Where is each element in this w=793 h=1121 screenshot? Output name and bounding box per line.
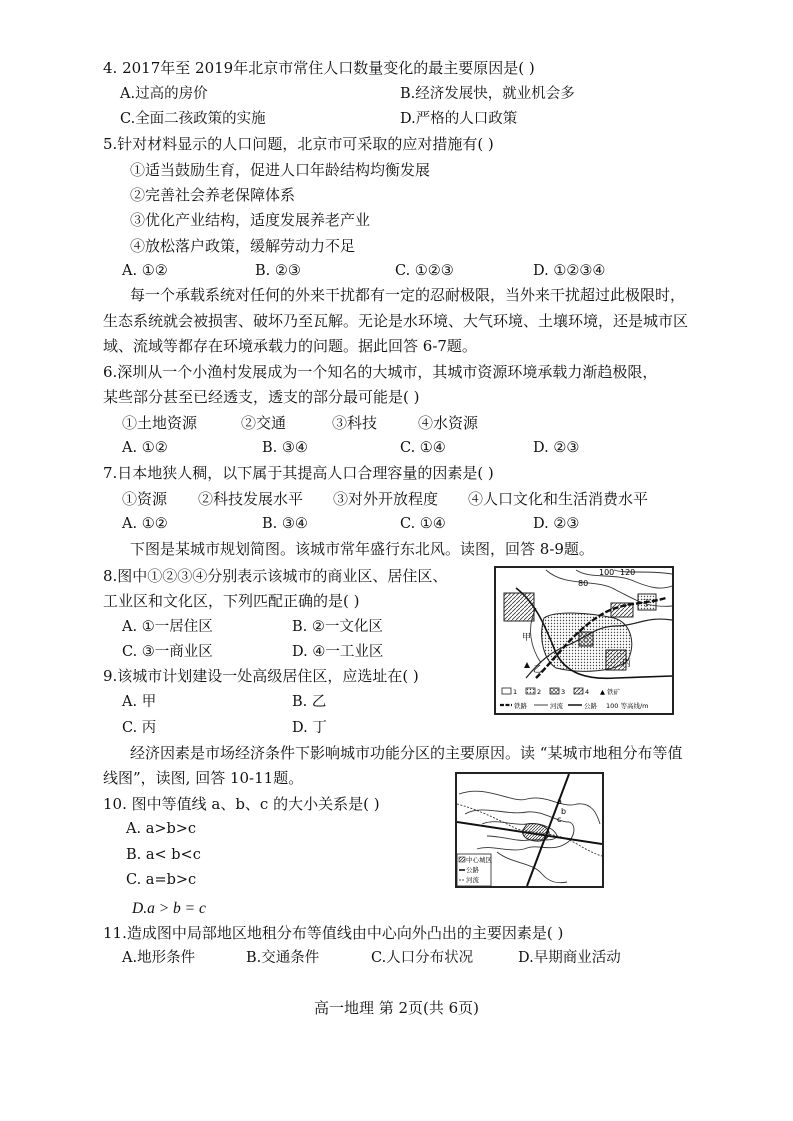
q4-option-a: A.过高的房价 — [120, 86, 208, 102]
isoline-label-b: b — [561, 807, 567, 816]
legend-contour: 100 等高线/m — [606, 702, 649, 710]
legend-central-city: 中心城区 — [466, 856, 492, 864]
q10-option-a: A. a>b>c — [126, 821, 197, 837]
legend-zone-2: 2 — [537, 688, 542, 696]
page-footer: 高一地理 第 2页(共 6页) — [313, 999, 480, 1017]
legend-railway: 铁路 — [514, 702, 527, 710]
isoline-label-c: c — [557, 815, 562, 824]
q8-stem-line-1: 8.图中①②③④分别表示该城市的商业区、居住区、 — [103, 567, 448, 585]
legend-iron-mine: ▲ 铁矿 — [600, 688, 621, 696]
iron-mine-icon — [524, 662, 530, 668]
q9-option-a: A. 甲 — [122, 694, 157, 710]
q8-option-b: B. ②一文化区 — [292, 619, 383, 635]
q11-option-c: C.人口分布状况 — [371, 950, 474, 966]
q6-option-c: C. ①④ — [400, 440, 446, 456]
intro-10-11-line-2: 线图”，读图, 回答 10-11题。 — [103, 769, 304, 787]
q4-option-c: C.全面二孩政策的实施 — [120, 111, 266, 127]
q4-option-b: B.经济发展快，就业机会多 — [400, 86, 575, 102]
q6-item-4: ④水资源 — [418, 414, 479, 432]
q5-option-d: D. ①②③④ — [533, 263, 606, 279]
q7-item-1: ①资源 — [122, 490, 168, 508]
q8-option-c: C. ③一商业区 — [122, 644, 213, 660]
q5-stem: 5.针对材料显示的人口问题，北京市可采取的应对措施有( ) — [103, 135, 494, 153]
q4-option-d: D.严格的人口政策 — [400, 111, 518, 127]
legend-river: 河流 — [466, 876, 479, 884]
q10-option-b: B. a< b<c — [126, 847, 201, 863]
zone-industrial-west — [504, 593, 534, 621]
intro-10-11-line-1: 经济因素是市场经济条件下影响城市功能分区的主要原因。读 “某城市地租分布等值 — [130, 744, 683, 762]
q5-item-2: ②完善社会养老保障体系 — [130, 186, 296, 204]
q5-option-a: A. ①② — [122, 263, 168, 279]
q6-item-2: ②交通 — [241, 414, 287, 432]
intro-8-9: 下图是某城市规划简图。该城市常年盛行东北风。读图，回答 8-9题。 — [130, 540, 594, 558]
legend-road: 公路 — [584, 702, 597, 710]
q6-option-d: D. ②③ — [533, 440, 580, 456]
q9-stem: 9.该城市计划建设一处高级居住区，应选址在( ) — [103, 667, 419, 685]
q8-option-d: D. ④一工业区 — [292, 644, 384, 660]
q11-stem: 11.造成图中局部地区地租分布等值线由中心向外凸出的主要因素是( ) — [103, 924, 564, 942]
q5-item-4: ④放松落户政策，缓解劳动力不足 — [130, 237, 356, 255]
q7-item-4: ④人口文化和生活消费水平 — [468, 490, 649, 508]
contour-label-100: 100 — [599, 568, 615, 577]
legend-highway: 公路 — [466, 866, 479, 874]
land-rent-isoline-map — [455, 772, 604, 888]
map-label-jia: 甲 — [522, 633, 532, 643]
passage-line-3: 域、流域等都存在环境承载力的问题。据此回答 6-7题。 — [103, 337, 477, 355]
q7-stem: 7.日本地狭人稠，以下属于其提高人口合理容量的因素是( ) — [103, 464, 494, 482]
q7-option-b: B. ③④ — [262, 516, 308, 532]
map-label-yi: 乙 — [533, 665, 543, 675]
legend-zone-4: 4 — [585, 688, 590, 696]
q7-option-d: D. ②③ — [533, 516, 580, 532]
q6-stem-line-2: 某些部分甚至已经透支，透支的部分最可能是( ) — [103, 388, 420, 406]
q5-option-b: B. ②③ — [255, 263, 301, 279]
q7-item-2: ②科技发展水平 — [198, 490, 304, 508]
contour-label-120: 120 — [620, 568, 636, 577]
map-label-bing: 丙 — [622, 659, 632, 669]
q6-option-b: B. ③④ — [262, 440, 308, 456]
legend-river: 河流 — [550, 702, 563, 710]
q6-item-1: ①土地资源 — [122, 414, 198, 432]
q7-option-c: C. ①④ — [400, 516, 446, 532]
q6-item-3: ③科技 — [332, 414, 378, 432]
q10-stem: 10. 图中等值线 a、b、c 的大小关系是( ) — [103, 795, 380, 813]
q11-option-b: B.交通条件 — [246, 950, 320, 966]
q9-option-d: D. 丁 — [292, 720, 327, 736]
q10-option-d: D.a > b = c — [132, 900, 206, 917]
q11-option-d: D.早期商业活动 — [518, 950, 621, 966]
q9-option-b: B. 乙 — [292, 694, 327, 710]
q5-item-1: ①适当鼓励生育，促进人口年龄结构均衡发展 — [130, 161, 431, 179]
q11-option-a: A.地形条件 — [122, 950, 196, 966]
q6-option-a: A. ①② — [122, 440, 168, 456]
q8-stem-line-2: 工业区和文化区，下列匹配正确的是( ) — [103, 592, 360, 610]
q9-option-c: C. 丙 — [122, 720, 157, 736]
q8-option-a: A. ①一居住区 — [122, 619, 213, 635]
q4-stem: 4. 2017年至 2019年北京市常住人口数量变化的最主要原因是( ) — [103, 59, 535, 77]
q7-option-a: A. ①② — [122, 516, 168, 532]
q6-stem-line-1: 6.深圳从一个小渔村发展成为一个知名的大城市，其城市资源环境承载力渐趋极限， — [103, 363, 658, 381]
legend-zone-3: 3 — [561, 688, 566, 696]
map-label-ding: 丁 — [642, 599, 652, 609]
q10-option-c: C. a=b>c — [126, 872, 197, 888]
q5-option-c: C. ①②③ — [395, 263, 454, 279]
q7-item-3: ③对外开放程度 — [333, 490, 439, 508]
q5-item-3: ③优化产业结构，适度发展养老产业 — [130, 211, 371, 229]
city-planning-map — [494, 566, 674, 715]
contour-label-80: 80 — [578, 579, 589, 588]
passage-line-2: 生态系统就会被损害、破坏乃至瓦解。无论是水环境、大气环境、土壤环境，还是城市区 — [103, 312, 689, 330]
isoline-label-a: a — [557, 797, 562, 806]
legend-zone-1: 1 — [513, 688, 518, 696]
passage-line-1: 每一个承载系统对任何的外来干扰都有一定的忍耐极限，当外来干扰超过此极限时， — [130, 286, 686, 304]
